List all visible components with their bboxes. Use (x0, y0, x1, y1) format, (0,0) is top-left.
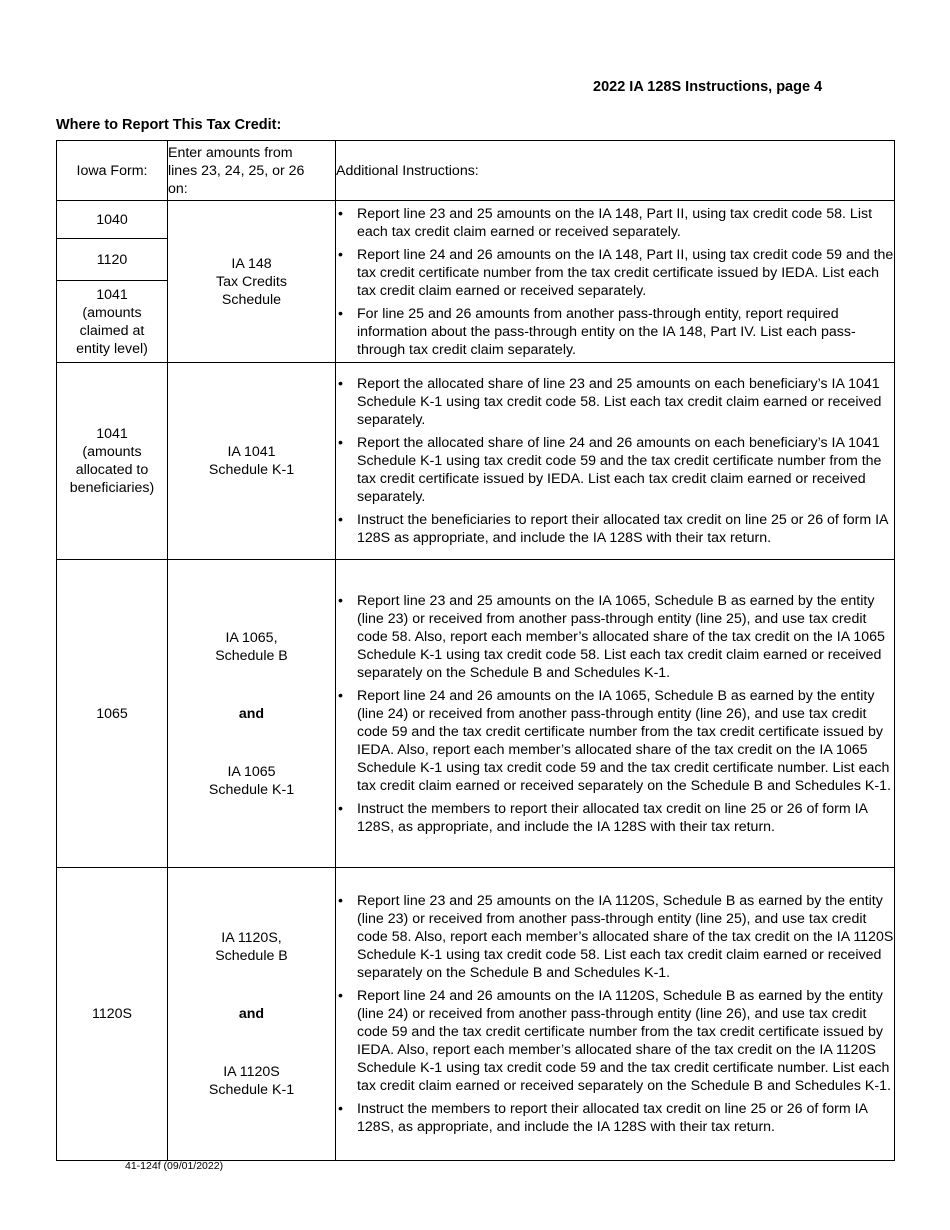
enter-line: IA 148 (231, 255, 272, 272)
instruction-bullet: • Instruct the members to report their allocated tax credit on line 25 or 26 of form IA 128S, as appropriate, and include the IA 128S with their tax return. (338, 1101, 868, 1135)
enter-line: Schedule B (215, 948, 288, 964)
form-1120-cell: 1120 (57, 239, 168, 281)
instruction-bullet: • Report line 24 and 26 amounts on the IA 1065, Schedule B as earned by the entity (line 24) or received from another pass-through entity (line 26), and use tax credit code 59 and the tax credit certificate number from the tax credit certificate issued by IEDA. Also, report each member’s allocated share of the tax credit on the IA 1065 Schedule K-1 using tax credit code 59 and the tax credit certificate number. List each tax credit claim earned or received separately on the Schedule B and Schedules K-1. (338, 687, 891, 794)
section-title: Where to Report This Tax Credit: (56, 117, 282, 133)
header-enter-amounts (168, 141, 336, 201)
form-1041-entity-cell (57, 281, 168, 363)
form-line: beneficiaries) (69, 480, 155, 496)
bullet-icon: • (338, 435, 343, 451)
spacer (168, 965, 335, 1005)
enter-line: IA 1041 (227, 444, 276, 460)
enter-line: IA 1065 (227, 763, 276, 780)
instruction-bullet: • Report the allocated share of line 23 and 25 amounts on each beneficiary’s IA 1041 Schedule K-1 using tax credit code 58. List each tax credit claim earned or received separately. (338, 376, 882, 428)
enter-line: Schedule K-1 (208, 1082, 295, 1098)
header-enter-line: on: (168, 180, 188, 197)
instruction-bullet: • Report line 24 and 26 amounts on the IA 1120S, Schedule B as earned by the entity (line 24) or received from another pass-through entity (line 26), and use tax credit code 59 and the tax credit certificate number from the tax credit certificate issued by IEDA. Also, report each member’s allocated share of the tax credit on the IA 1120S Schedule K-1 using tax credit code 59 and the tax credit certificate number. List each tax credit claim earned or received separately on the Schedule B and Schedules K-1. (338, 988, 891, 1094)
spacer (168, 723, 335, 763)
table-row (57, 560, 895, 868)
spacer (168, 665, 335, 705)
instructions-group3-cell (336, 560, 895, 868)
form-1065-cell: 1065 (57, 560, 168, 868)
enter-line: Tax Credits (216, 273, 287, 290)
header-enter-line: lines 23, 24, 25, or 26 (168, 162, 305, 179)
table-row (57, 201, 895, 239)
instruction-bullet: • Instruct the beneficiaries to report their allocated tax credit on line 25 or 26 of form IA 128S as appropriate, and include the IA 128S with their tax return. (338, 512, 888, 546)
instructions-group2-cell (336, 363, 895, 560)
enter-ia148-cell (168, 201, 336, 363)
header-additional-instructions: Additional Instructions: (336, 141, 895, 201)
footer-form-code: 41-124f (09/01/2022) (125, 1160, 224, 1172)
enter-line: Schedule K-1 (208, 462, 295, 478)
form-line: (amounts (82, 444, 142, 460)
form-1120s-cell: 1120S (57, 868, 168, 1161)
table-row (57, 363, 895, 560)
where-to-report-table (56, 140, 895, 1161)
form-line: 1041 (96, 426, 128, 442)
bullet-icon: • (338, 205, 343, 222)
header-iowa-form: Iowa Form: (57, 141, 168, 201)
bullet-icon: • (338, 893, 343, 909)
and-label: and (238, 705, 265, 722)
form-1041-beneficiaries-cell (57, 363, 168, 560)
instruction-bullet: • For line 25 and 26 amounts from another pass-through entity, report required information about the pass-through entity on the IA 148, Part IV. List each pass-through tax credit claim separately. (338, 305, 856, 358)
form-line: allocated to (75, 462, 149, 478)
form-line: entity level) (76, 340, 148, 357)
bullet-icon: • (338, 512, 343, 528)
enter-line: IA 1065, (225, 629, 278, 646)
table-header-row (57, 141, 895, 201)
instruction-bullet: • Report line 23 and 25 amounts on the IA 1120S, Schedule B as earned by the entity (line 23) or received from another pass-through entity (line 25), and use tax credit code 58. Also, report each member’s allocated share of the tax credit on the IA 1120S Schedule K-1 using tax credit code 58. List each tax credit claim earned or received separately on the Schedule B and Schedules K-1. (338, 893, 894, 981)
form-1040-cell: 1040 (57, 201, 168, 239)
instruction-bullet: • Report the allocated share of line 24 and 26 amounts on each beneficiary’s IA 1041 Schedule K-1 using tax credit code 59 and the tax credit certificate number from the tax credit certificate issued by IEDA. List each tax credit claim earned or received separately. (338, 435, 882, 505)
bullet-icon: • (338, 687, 343, 704)
bullet-icon: • (338, 988, 343, 1004)
form-line: (amounts (82, 304, 142, 321)
and-label: and (238, 1006, 265, 1022)
bullet-icon: • (338, 1101, 343, 1117)
bullet-icon: • (338, 246, 343, 263)
page-header-title: 2022 IA 128S Instructions, page 4 (593, 79, 823, 95)
enter-line: IA 1120S, (221, 930, 282, 946)
bullet-icon: • (338, 592, 343, 609)
form-line: claimed at (79, 322, 145, 339)
enter-ia1041-cell (168, 363, 336, 560)
spacer (168, 1023, 335, 1063)
form-line: 1041 (96, 286, 128, 303)
bullet-icon: • (338, 376, 343, 392)
instructions-group1-cell (336, 201, 895, 363)
enter-line: Schedule K-1 (208, 781, 295, 798)
instruction-bullet: • Report line 24 and 26 amounts on the IA 148, Part II, using tax credit code 59 and the tax credit certificate number from the tax credit certificate issued by IEDA. List each tax credit claim earned or received separately. (338, 246, 894, 299)
bullet-icon: • (338, 800, 343, 817)
enter-line: Schedule (221, 291, 282, 308)
bullet-icon: • (338, 305, 343, 322)
table-row (57, 868, 895, 1161)
instruction-bullet: • Report line 23 and 25 amounts on the IA 148, Part II, using tax credit code 58. List each tax credit claim earned or received separately. (338, 205, 873, 240)
enter-ia1065-cell (168, 560, 336, 868)
header-enter-line: Enter amounts from (168, 144, 293, 161)
instruction-bullet: • Report line 23 and 25 amounts on the IA 1065, Schedule B as earned by the entity (line 23) or received from another pass-through entity (line 25), and use tax credit code 58. Also, report each member’s allocated share of the tax credit on the IA 1065 Schedule K-1 using tax credit code 58. List each tax credit claim earned or received separately on the Schedule B and Schedules K-1. (338, 592, 885, 681)
instruction-bullet: • Instruct the members to report their allocated tax credit on line 25 or 26 of form IA 128S, as appropriate, and include the IA 128S with their tax return. (338, 800, 868, 835)
enter-ia1120s-cell (168, 868, 336, 1161)
enter-line: Schedule B (215, 647, 288, 664)
instructions-group4-cell (336, 868, 895, 1161)
enter-line: IA 1120S (223, 1064, 280, 1080)
